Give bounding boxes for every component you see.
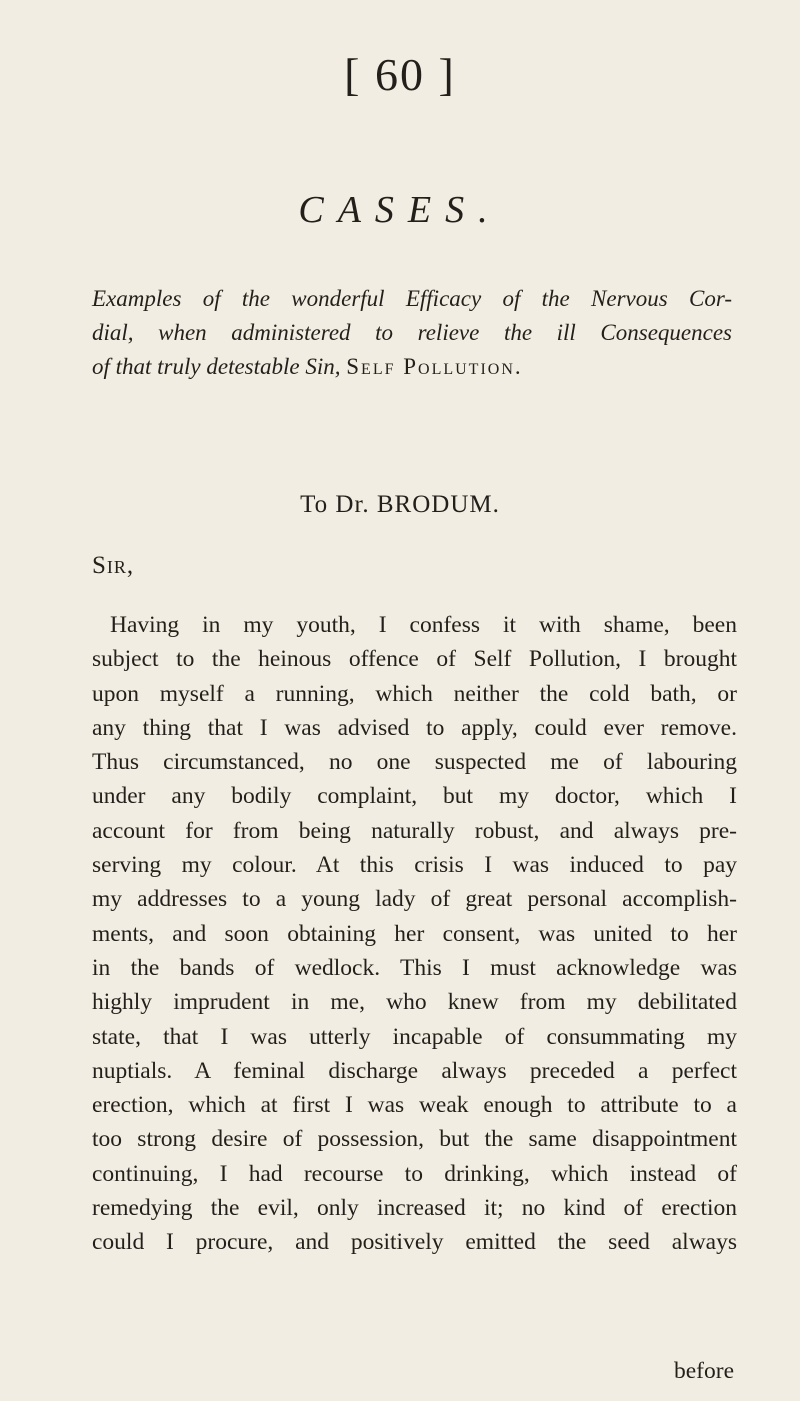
body-line: Having in my youth, I confess it with shame, been <box>110 612 737 638</box>
body-line: highly imprudent in me, who knew from my debilitated <box>92 989 737 1016</box>
addressee: To Dr. BRODUM. <box>300 491 500 518</box>
body-line: upon myself a running, which neither the cold bath, or <box>92 680 737 707</box>
subtitle <box>92 282 732 384</box>
letter-body <box>92 608 737 1260</box>
body-line: under any bodily complaint, but my doctor, which I <box>92 783 737 810</box>
section-title: CASES. <box>298 189 502 231</box>
body-line: erection, which at first I was weak enough to attribute to a <box>92 1092 737 1119</box>
body-line: could I procure, and positively emitted the seed always <box>92 1229 737 1256</box>
body-line: nuptials. A feminal discharge always preceded a perfect <box>92 1057 737 1084</box>
body-line: any thing that I was advised to apply, could ever remove. <box>92 714 737 741</box>
body-line: my addresses to a young lady of great personal accomplish- <box>92 886 737 913</box>
subtitle-line <box>92 350 732 384</box>
body-line: continuing, I had recourse to drinking, which instead of <box>92 1160 737 1187</box>
catchword: before <box>673 1358 734 1384</box>
body-line: subject to the heinous offence of Self Pollution, I brought <box>92 646 737 673</box>
body-line: in the bands of wedlock. This I must acknowledge was <box>92 954 737 981</box>
body-line: Thus circumstanced, no one suspected me of labouring <box>92 749 737 776</box>
subtitle-italic-text: of that truly detestable Sin, <box>92 354 341 379</box>
body-line: ments, and soon obtaining her consent, was united to her <box>92 920 737 947</box>
subtitle-line: dial, when administered to relieve the ill Consequences <box>92 320 732 345</box>
body-line: state, that I was utterly incapable of consummating my <box>92 1023 737 1050</box>
body-line: remedying the evil, only increased it; no kind of erection <box>92 1195 737 1222</box>
subtitle-smallcaps-text: Self Pollution. <box>346 354 523 379</box>
body-line: serving my colour. At this crisis I was induced to pay <box>92 852 737 879</box>
page-number: [ 60 ] <box>344 49 456 100</box>
body-line: account for from being naturally robust, and always pre- <box>92 817 737 844</box>
salutation: Sir, <box>92 552 135 579</box>
subtitle-line: Examples of the wonderful Efficacy of the Nervous Cor- <box>92 286 732 311</box>
body-line: too strong desire of possession, but the same disappointment <box>92 1126 737 1153</box>
